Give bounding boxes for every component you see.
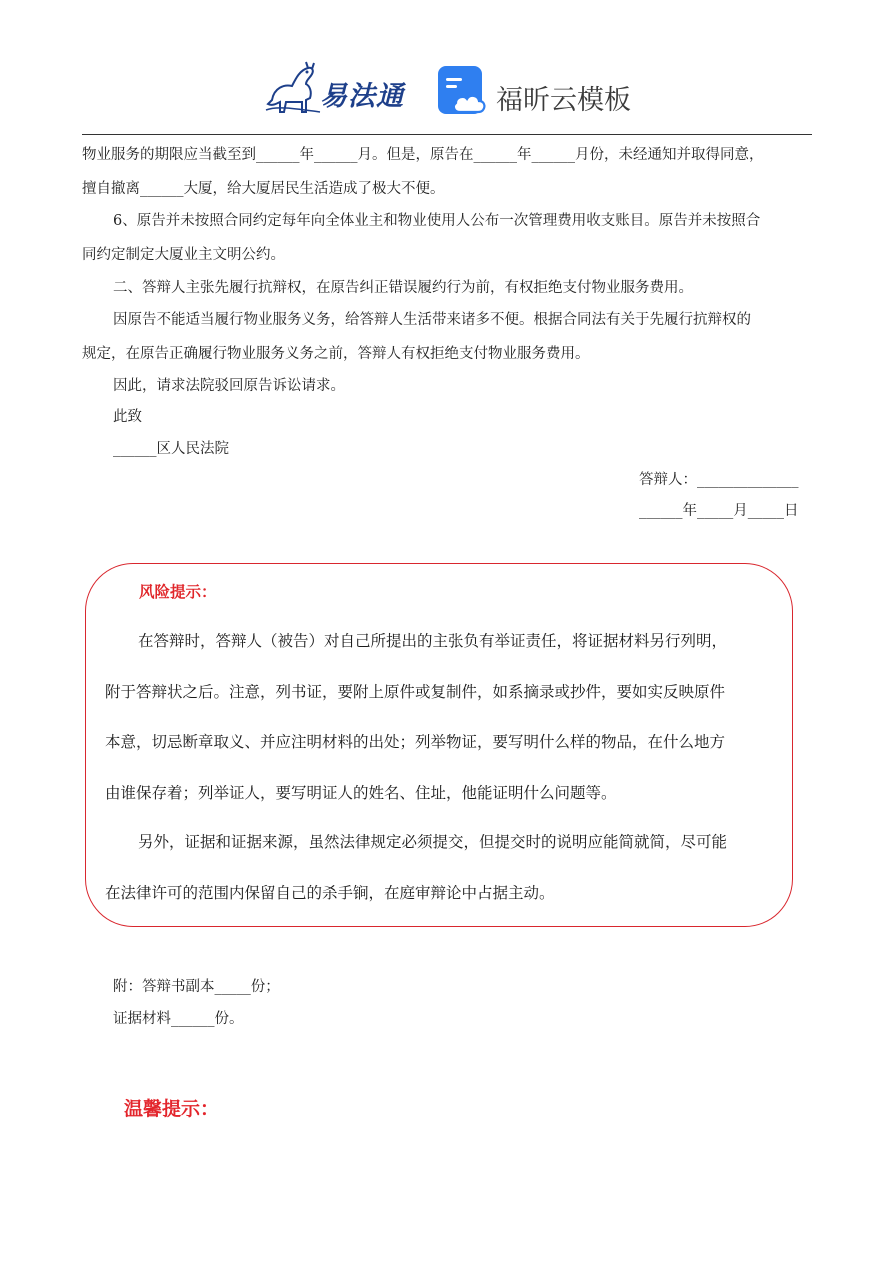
body-line-4: 同约定制定大厦业主文明公约。: [82, 247, 285, 263]
body-line-7: 规定，在原告正确履行物业服务义务之前，答辩人有权拒绝支付物业服务费用。: [82, 346, 590, 362]
foxit-template-logo: [436, 64, 636, 119]
yifatong-logo: [262, 60, 412, 120]
court-name: ______区人民法院: [113, 441, 229, 457]
risk-line-3: 本意，切忌断章取义、并应注明材料的出处；列举物证，要写明什么样的物品，在什么地方: [105, 733, 726, 751]
body-line-2: 擅自撤离______大厦，给大厦居民生活造成了极大不便。: [82, 181, 445, 197]
risk-line-2: 附于答辩状之后。注意，列书证，要附上原件或复制件，如系摘录或抄件，要如实反映原件: [105, 683, 726, 701]
risk-line-5: 另外，证据和证据来源，虽然法律规定必须提交，但提交时的说明应能简就简，尽可能: [138, 833, 728, 851]
attachment-evidence-line: 证据材料______份。: [113, 1011, 244, 1027]
risk-tip-title: 风险提示：: [139, 583, 217, 601]
risk-line-1: 在答辩时，答辩人（被告）对自己所提出的主张负有举证责任，将证据材料另行列明，: [138, 632, 728, 650]
salutation: 此致: [113, 409, 142, 425]
logo-right-text: 福昕云模板: [496, 85, 631, 116]
warm-tip-title: 温馨提示：: [124, 1098, 220, 1120]
signer-line: 答辩人：______________: [639, 472, 799, 488]
body-line-6: 因原告不能适当履行物业服务义务，给答辩人生活带来诸多不便。根据合同法有关于先履行抗辩权的: [113, 312, 751, 328]
body-line-3: 6、原告并未按照合同约定每年向全体业主和物业使用人公布一次管理费用收支账目。原告并未按照合: [113, 213, 761, 229]
risk-line-4: 由谁保存着；列举证人，要写明证人的姓名、住址，他能证明什么问题等。: [105, 784, 617, 802]
cloud-document-icon: [436, 64, 488, 118]
attachment-copy-line: 附：答辩书副本_____份；: [113, 979, 280, 995]
page-header: [0, 58, 893, 128]
body-line-8: 因此，请求法院驳回原告诉讼请求。: [113, 378, 345, 394]
risk-line-6: 在法律许可的范围内保留自己的杀手锏，在庭审辩论中占据主动。: [105, 884, 555, 902]
header-divider: [82, 134, 812, 135]
body-line-5: 二、答辩人主张先履行抗辩权，在原告纠正错误履约行为前，有权拒绝支付物业服务费用。: [113, 280, 693, 296]
logo-left-text: 易法通: [320, 81, 404, 112]
date-line: ______年_____月_____日: [639, 503, 799, 519]
horse-icon: [262, 60, 324, 120]
body-line-1: 物业服务的期限应当截至到______年______月。但是，原告在______年______月份，未经通知并取得同意，: [82, 147, 764, 163]
